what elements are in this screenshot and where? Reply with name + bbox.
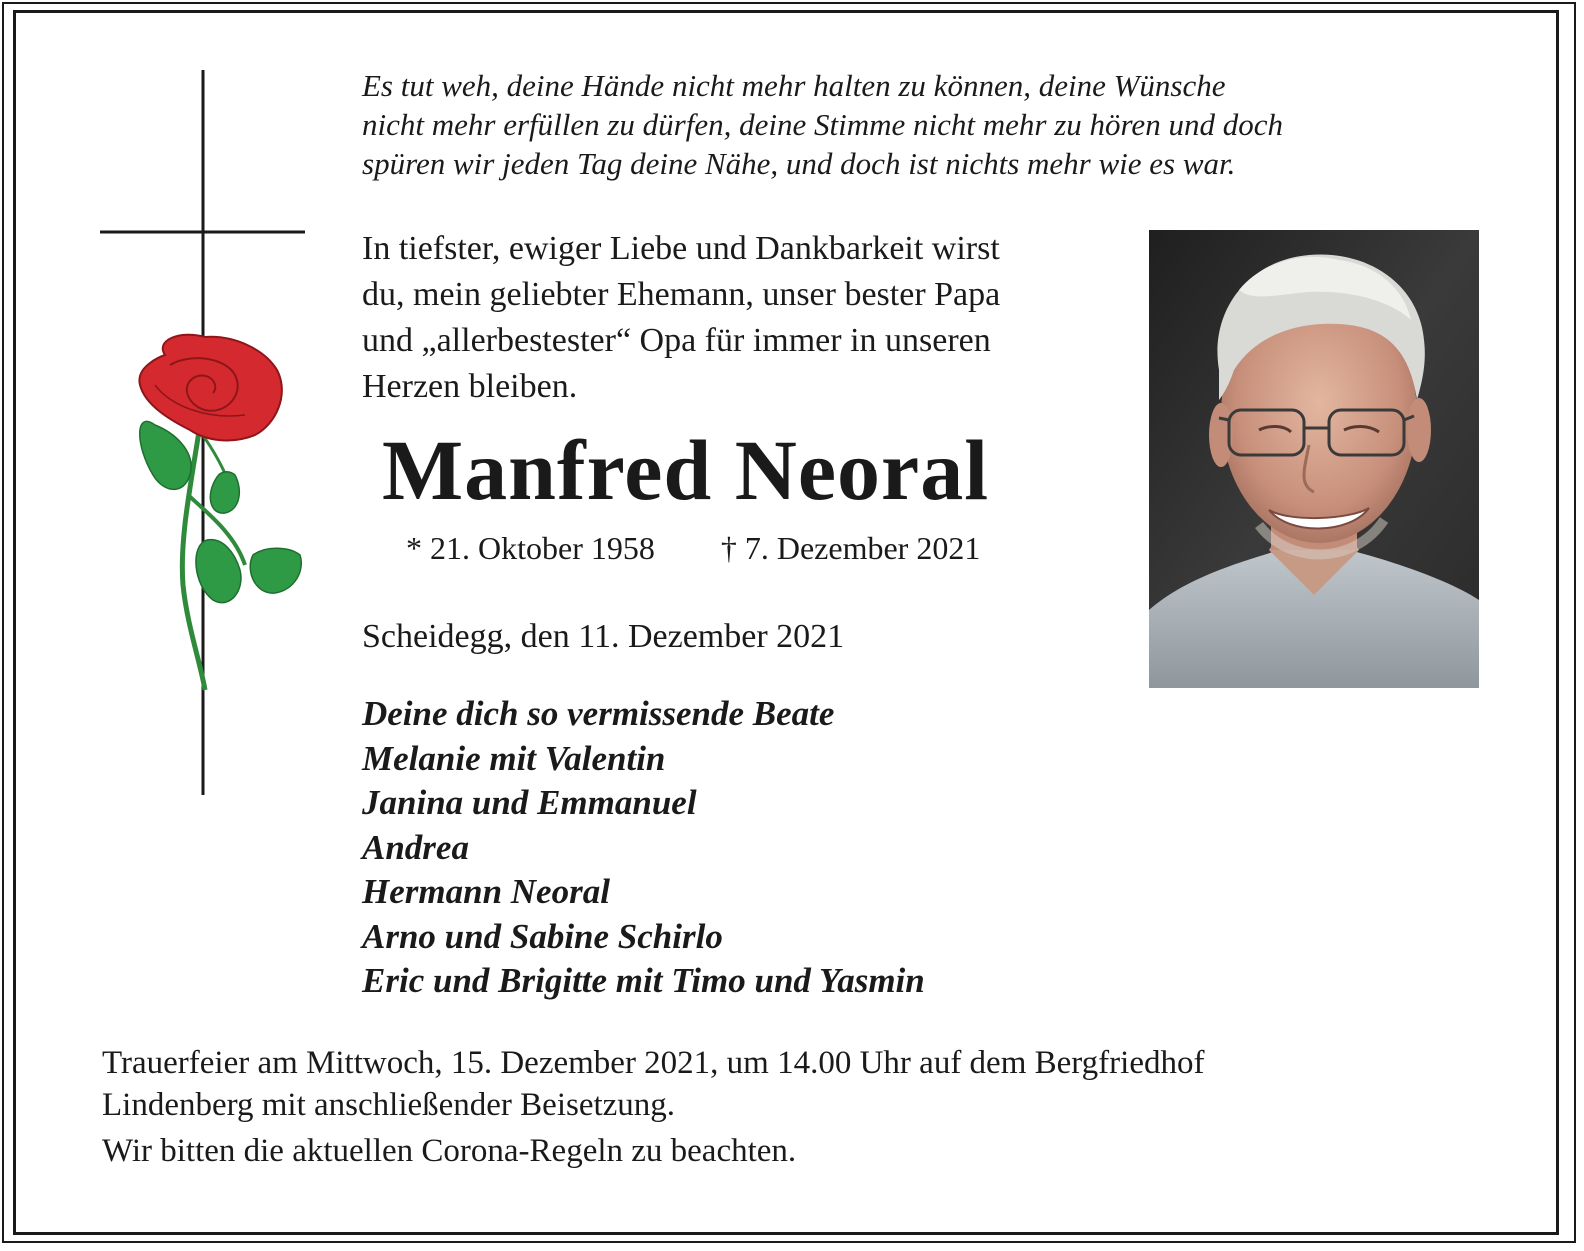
birth-date: * 21. Oktober 1958 [406, 530, 655, 566]
cross-with-rose [95, 65, 310, 800]
portrait-photo [1149, 230, 1479, 688]
dedication-line: In tiefster, ewiger Liebe und Dankbarkeit wirst [362, 230, 1000, 267]
dedication-line: und „allerbestester“ Opa für immer in unseren [362, 322, 991, 359]
poem-line: nicht mehr erfüllen zu dürfen, deine Stimme nicht mehr zu hören und doch [362, 107, 1283, 142]
rose-icon [139, 335, 301, 690]
life-dates [406, 530, 980, 567]
family-member: Andrea [362, 827, 469, 867]
funeral-line: Trauerfeier am Mittwoch, 15. Dezember 2021, um 14.00 Uhr auf dem Bergfriedhof [102, 1045, 1205, 1081]
dedication-line: du, mein geliebter Ehemann, unser bester Papa [362, 276, 1001, 313]
family-member: Janina und Emmanuel [362, 783, 697, 822]
family-member: Melanie mit Valentin [362, 738, 666, 778]
family-member: Arno und Sabine Schirlo [362, 916, 723, 956]
dedication [362, 226, 1122, 410]
death-date: † 7. Dezember 2021 [720, 530, 981, 566]
place-date: Scheidegg, den 11. Dezember 2021 [362, 618, 845, 655]
poem-line: spüren wir jeden Tag deine Nähe, und doch ist nichts mehr wie es war. [362, 146, 1236, 181]
family-member: Deine dich so vermissende Beate [362, 694, 835, 733]
family-member: Hermann Neoral [362, 872, 610, 911]
corona-notice: Wir bitten die aktuellen Corona-Regeln zu beachten. [102, 1133, 797, 1169]
family-member: Eric und Brigitte mit Timo und Yasmin [362, 961, 925, 1000]
funeral-line: Lindenberg mit anschließender Beisetzung. [102, 1087, 676, 1123]
deceased-name: Manfred Neoral [382, 422, 990, 518]
dedication-line: Herzen bleiben. [362, 368, 578, 405]
family-signatures [362, 692, 925, 1004]
poem-line: Es tut weh, deine Hände nicht mehr halten zu können, deine Wünsche [362, 68, 1226, 103]
funeral-info [102, 1042, 1204, 1126]
poem [362, 66, 1422, 183]
